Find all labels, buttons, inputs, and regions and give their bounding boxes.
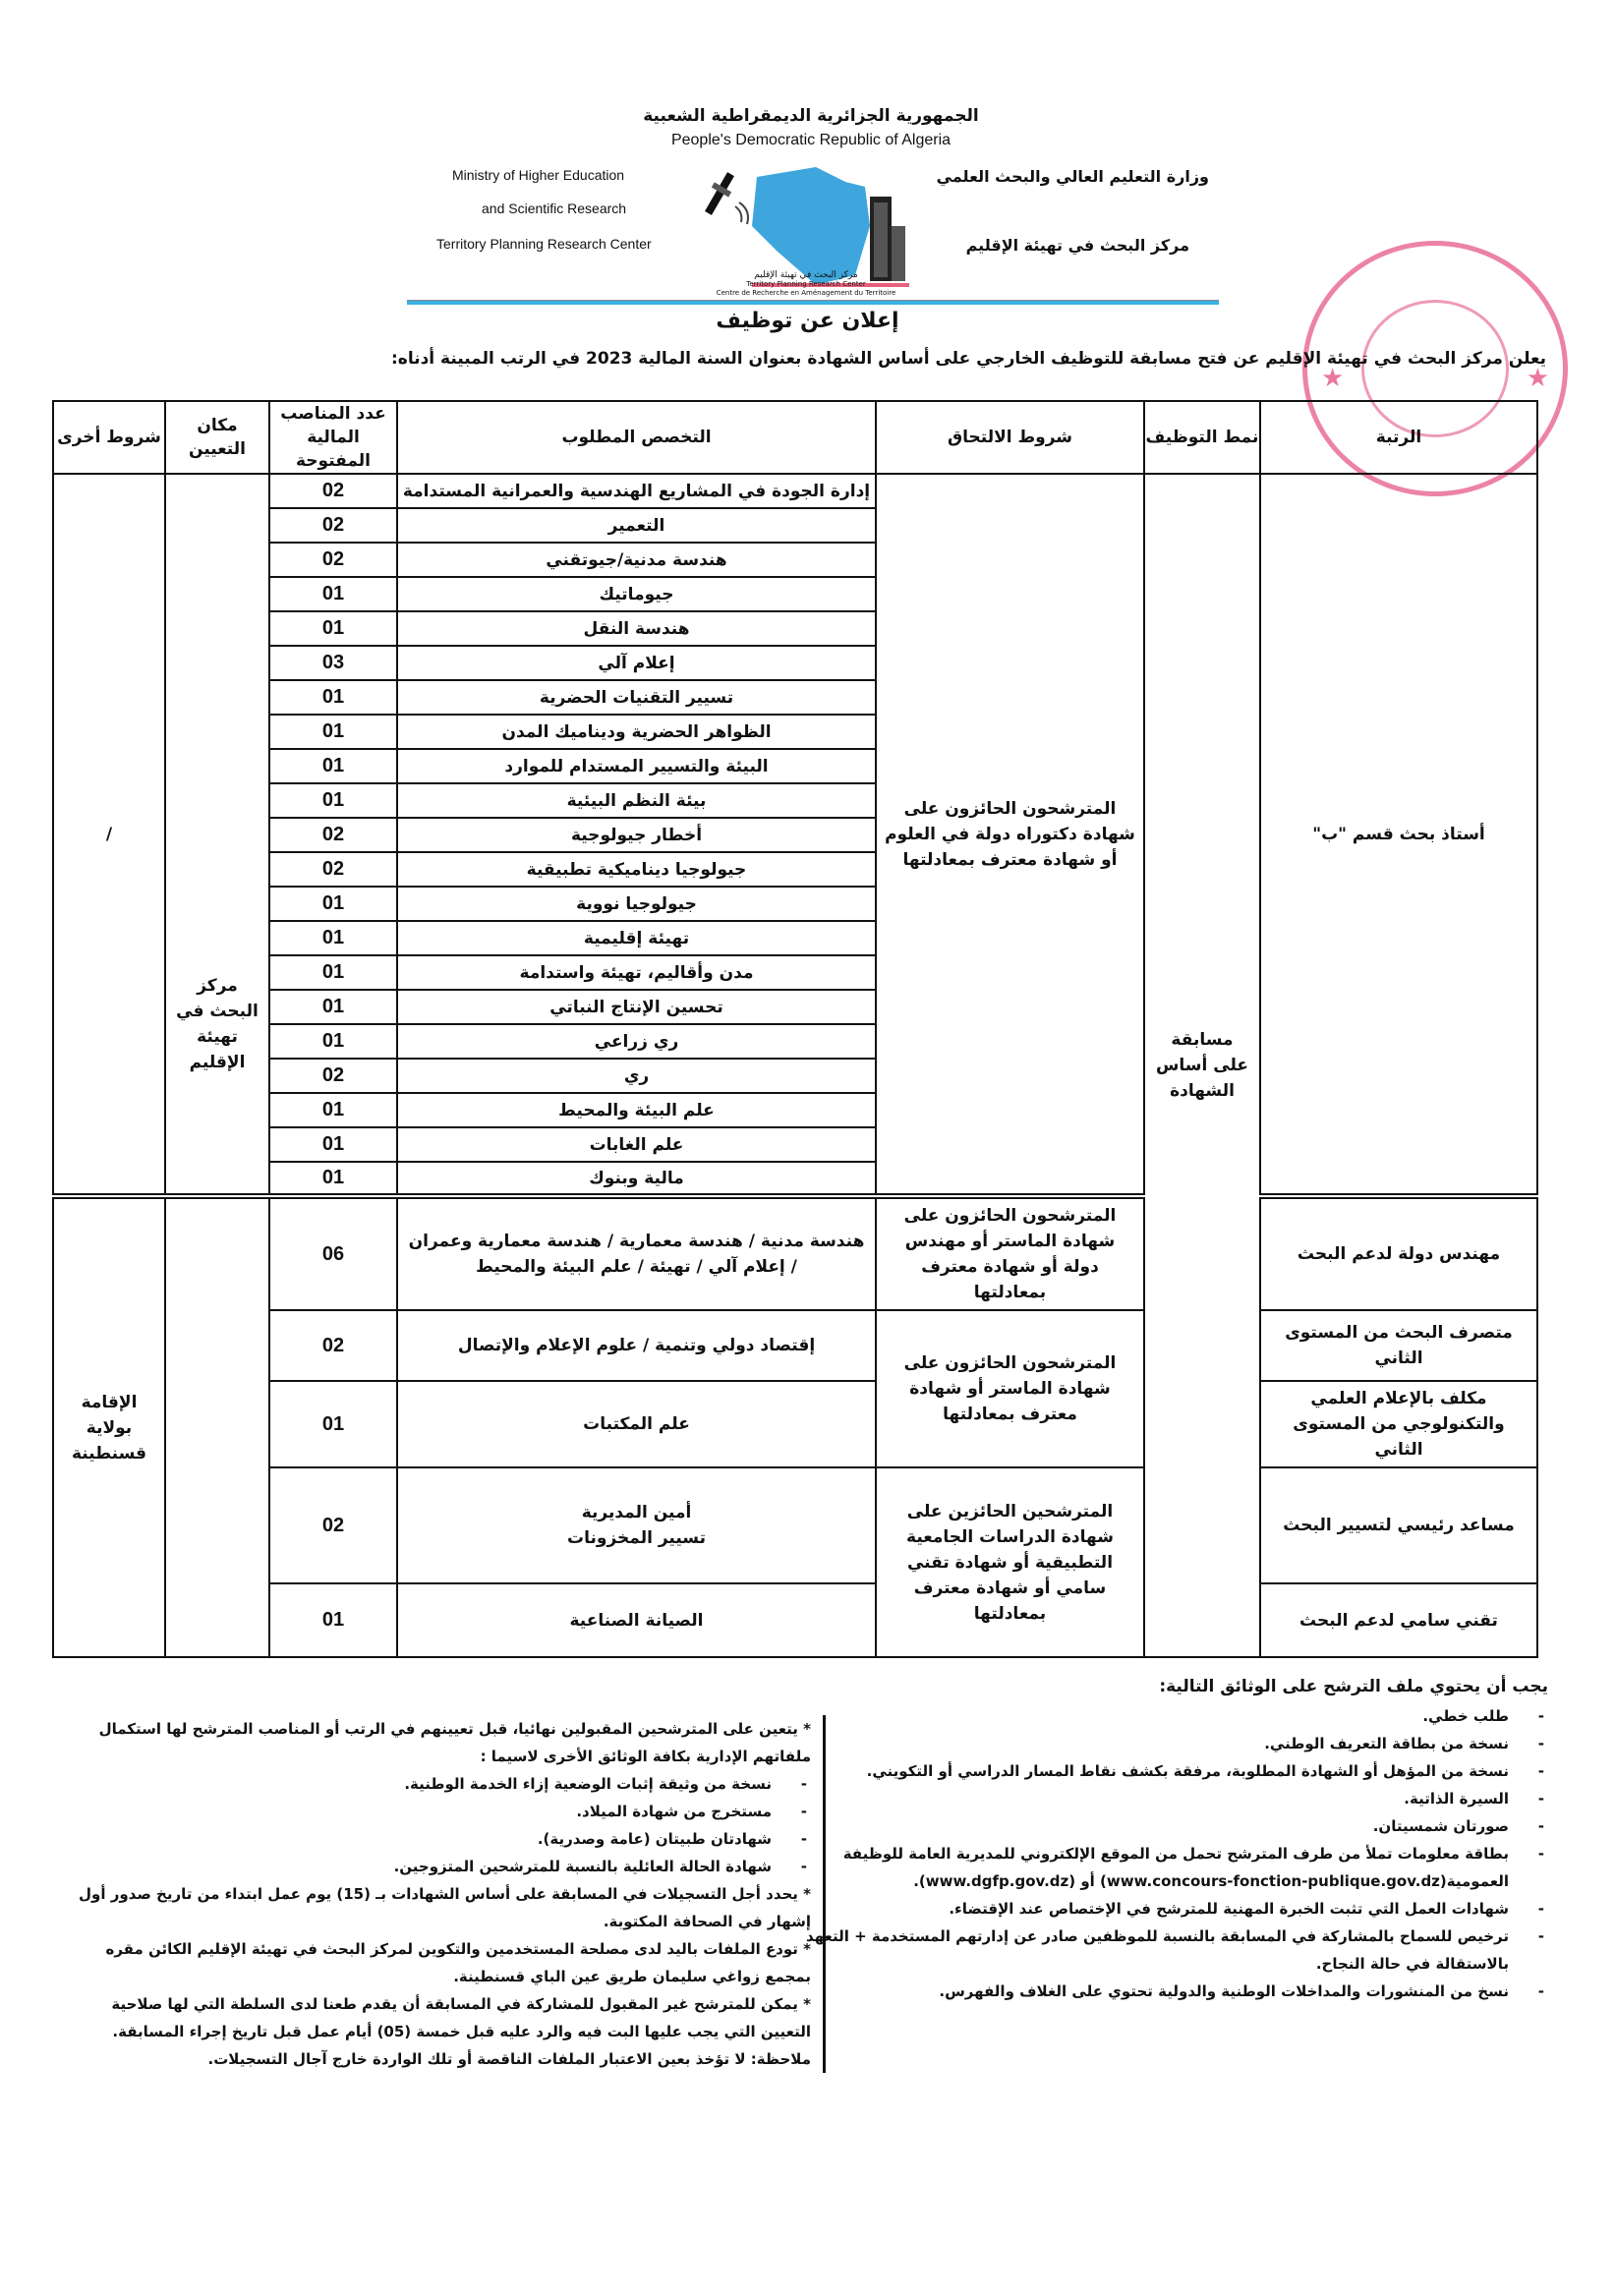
conditions-cell: المترشحون الحائزون على شهادة الماستر أو شهادة معترف بمعادلتها bbox=[876, 1310, 1144, 1467]
table-row bbox=[53, 1196, 1537, 1310]
header-positions: عدد المناصب المالية المفتوحة bbox=[269, 401, 397, 474]
deposit-info: * تودع الملفات باليد لدى مصلحة المستخدمين والتكوين لمركز البحث في تهيئة الإقليم الكائن مقره بمجمع زواغي سليمان طريق عين الباي قسنطينة. bbox=[105, 1940, 811, 1985]
table-row bbox=[53, 1467, 1537, 1583]
specialty-cell: هندسة مدنية/جيوتقني bbox=[397, 543, 876, 577]
required-documents bbox=[742, 1673, 1548, 2005]
document-item: - نسخ من المنشورات والمداخلات الوطنية والدولية تحتوي على الغلاف والفهرس. bbox=[742, 1978, 1548, 2005]
documents-list bbox=[742, 1702, 1548, 2005]
positions-cell: 03 bbox=[269, 646, 397, 680]
specialty-cell: أخطار جيولوجية bbox=[397, 818, 876, 852]
place-cell: مركز البحث في تهيئة الإقليم bbox=[165, 474, 269, 1196]
conditions-cell: المترشحين الحائزين على شهادة الدراسات الجامعية التطبيقية أو شهادة تقني سامي أو شهادة معترف بمعادلتها bbox=[876, 1467, 1144, 1657]
specialty-cell: جيولوجيا ديناميكية تطبيقية bbox=[397, 852, 876, 887]
document-item: - السيرة الذاتية. bbox=[742, 1785, 1548, 1812]
table-row bbox=[53, 1310, 1537, 1381]
header-place: مكان التعيين bbox=[165, 401, 269, 474]
specialty-cell: ري زراعي bbox=[397, 1024, 876, 1059]
specialty-cell: مالية وبنوك bbox=[397, 1162, 876, 1196]
rank-cell: متصرف البحث من المستوى الثاني bbox=[1260, 1310, 1537, 1381]
table-row bbox=[53, 1583, 1537, 1657]
republic-name-ar: الجمهورية الجزائرية الديمقراطية الشعبية bbox=[643, 106, 979, 126]
specialty-line: أمين المديرية bbox=[581, 1503, 692, 1522]
header-conditions: شروط الالتحاق bbox=[876, 401, 1144, 474]
star-icon: ★ bbox=[1321, 364, 1345, 393]
specialty-cell: إقتصاد دولي وتنمية / علوم الإعلام والإتصال bbox=[397, 1310, 876, 1381]
ministry-name-ar: وزارة التعليم العالي والبحث العلمي bbox=[936, 167, 1209, 186]
positions-cell: 02 bbox=[269, 852, 397, 887]
positions-cell: 01 bbox=[269, 955, 397, 990]
republic-name-en: People's Democratic Republic of Algeria bbox=[670, 132, 952, 148]
accepted-candidates-intro: * يتعين على المترشحين المقبولين نهائيا، قبل تعيينهم في الرتب أو المناصب المترشح لها استكمال ملفاتهم الإدارية بكافة الوثائق الأخرى لاسيما : bbox=[98, 1720, 811, 1765]
conditions-cell: المترشحون الحائزون على شهادة الماستر أو مهندس دولة أو شهادة معترف بمعادلتها bbox=[876, 1196, 1144, 1310]
place-cell bbox=[165, 1196, 269, 1657]
table-header-row bbox=[53, 401, 1537, 474]
specialty-line: تسيير المخزونات bbox=[567, 1528, 706, 1548]
positions-cell: 01 bbox=[269, 680, 397, 715]
specialty-cell: التعمير bbox=[397, 508, 876, 543]
algeria-map-icon bbox=[752, 167, 870, 285]
positions-cell: 01 bbox=[269, 783, 397, 818]
positions-cell: 01 bbox=[269, 715, 397, 749]
positions-cell: 01 bbox=[269, 611, 397, 646]
specialty-cell: البيئة والتسيير المستدام للموارد bbox=[397, 749, 876, 783]
accepted-document-item: - مستخرج من شهادة الميلاد. bbox=[79, 1798, 811, 1825]
header-specialty: التخصص المطلوب bbox=[397, 401, 876, 474]
specialty-cell: جيولوجيا نووية bbox=[397, 887, 876, 921]
positions-cell: 01 bbox=[269, 921, 397, 955]
satellite-icon bbox=[705, 172, 748, 224]
registration-deadline: * يحدد أجل التسجيلات في المسابقة على أساس الشهادات بـ (15) يوم عمل ابتداء من تاريخ صدور أول إشهار في الصحافة المكتوبة. bbox=[79, 1885, 811, 1930]
header-divider bbox=[407, 300, 1219, 305]
positions-cell: 06 bbox=[269, 1196, 397, 1310]
specialty-cell: تحسين الإنتاج النباتي bbox=[397, 990, 876, 1024]
letterhead bbox=[393, 98, 1229, 310]
document-item: - شهادات العمل التي تثبت الخبرة المهنية للمترشح في الإختصاص عند الإقتضاء. bbox=[742, 1895, 1548, 1923]
accepted-document-item: - شهادتان طبيتان (عامة وصدرية). bbox=[79, 1825, 811, 1853]
positions-cell: 01 bbox=[269, 887, 397, 921]
positions-cell: 02 bbox=[269, 474, 397, 508]
logo-caption bbox=[693, 271, 919, 298]
positions-cell: 01 bbox=[269, 1024, 397, 1059]
positions-cell: 01 bbox=[269, 1162, 397, 1196]
building-icon bbox=[870, 197, 905, 281]
specialty-cell: بيئة النظم البيئية bbox=[397, 783, 876, 818]
positions-table bbox=[52, 400, 1538, 1658]
announcement-intro: يعلن مركز البحث في تهيئة الإقليم عن فتح مسابقة للتوظيف الخارجي على أساس الشهادة بعنوان السنة المالية 2023 في الرتب المبينة أدناه: bbox=[390, 349, 1546, 369]
specialty-cell: إدارة الجودة في المشاريع الهندسية والعمرانية المستدامة bbox=[397, 474, 876, 508]
specialty-cell: تهيئة إقليمية bbox=[397, 921, 876, 955]
documents-heading: يجب أن يحتوي ملف الترشح على الوثائق التالية: bbox=[1159, 1677, 1548, 1696]
specialty-cell: مدن وأقاليم، تهيئة واستدامة bbox=[397, 955, 876, 990]
rank-cell: مهندس دولة لدعم البحث bbox=[1260, 1196, 1537, 1310]
positions-cell: 01 bbox=[269, 1093, 397, 1127]
announcement-title: إعلان عن توظيف bbox=[716, 309, 899, 333]
specialty-cell: الصيانة الصناعية bbox=[397, 1583, 876, 1657]
rank-cell: مكلف بالإعلام العلمي والتكنولوجي من المستوى الثاني bbox=[1260, 1381, 1537, 1467]
notes-section bbox=[79, 1715, 826, 2073]
positions-cell: 02 bbox=[269, 508, 397, 543]
document-item: - طلب خطي. bbox=[742, 1702, 1548, 1730]
rank-cell: أستاذ بحث قسم "ب" bbox=[1260, 474, 1537, 1196]
ministry-name-en-line1: Ministry of Higher Education bbox=[452, 167, 625, 183]
remark: ملاحظة: لا تؤخذ بعين الاعتبار الملفات الناقصة أو تلك الواردة خارج آجال التسجيلات. bbox=[207, 2050, 811, 2068]
specialty-cell: إعلام آلي bbox=[397, 646, 876, 680]
star-icon: ★ bbox=[1526, 364, 1549, 393]
positions-cell: 02 bbox=[269, 1467, 397, 1583]
specialty-cell: هندسة النقل bbox=[397, 611, 876, 646]
specialty-cell bbox=[397, 1467, 876, 1583]
logo-caption-fr: Centre de Recherche en Aménagement du Territoire bbox=[716, 289, 896, 297]
accepted-document-item: - شهادة الحالة العائلية بالنسبة للمترشحين المتزوجين. bbox=[79, 1853, 811, 1880]
conditions-cell: المترشحون الحائزون على شهادة دكتوراه دولة في العلوم أو شهادة معترف بمعادلتها bbox=[876, 474, 1144, 1196]
positions-cell: 02 bbox=[269, 818, 397, 852]
other-conditions-cell: / bbox=[53, 474, 165, 1196]
positions-cell: 02 bbox=[269, 1310, 397, 1381]
logo-caption-ar: مركز البحث في تهيئة الإقليم bbox=[754, 270, 858, 280]
logo-caption-en: Territory Planning Research Center bbox=[746, 280, 866, 288]
appeal-info: * يمكن للمترشح غير المقبول للمشاركة في المسابقة أن يقدم طعنا لدى السلطة التي لها صلاحية التعيين التي يجب عليها البت فيه والرد عليه قبل خمسة (05) أيام عمل قبل تاريخ إجراء المسابقة. bbox=[111, 1995, 811, 2040]
accepted-documents-list bbox=[79, 1770, 811, 1880]
accepted-document-item: - نسخة من وثيقة إثبات الوضعية إزاء الخدمة الوطنية. bbox=[79, 1770, 811, 1798]
specialty-cell: هندسة مدنية / هندسة معمارية / هندسة معمارية وعمران / إعلام آلي / تهيئة / علم البيئة والمحيط bbox=[397, 1196, 876, 1310]
positions-cell: 01 bbox=[269, 749, 397, 783]
specialty-cell: تسيير التقنيات الحضرية bbox=[397, 680, 876, 715]
positions-cell: 01 bbox=[269, 577, 397, 611]
positions-cell: 02 bbox=[269, 1059, 397, 1093]
other-conditions-cell: الإقامة بولاية قسنطينة bbox=[53, 1196, 165, 1657]
document-item: - بطاقة معلومات تملأ من طرف المترشح تحمل من الموقع الإلكتروني للمديرية العامة للوظيفة العمومية(www.concours-fonction-publique.gov.dz) أو (www.dgfp.gov.dz). bbox=[742, 1840, 1548, 1895]
specialty-cell: ري bbox=[397, 1059, 876, 1093]
positions-cell: 01 bbox=[269, 1127, 397, 1162]
document-item: - نسخة من بطاقة التعريف الوطني. bbox=[742, 1730, 1548, 1757]
header-mode: نمط التوظيف bbox=[1144, 401, 1260, 474]
header-rank: الرتبة bbox=[1260, 401, 1537, 474]
document-item: - ترخيص للسماح بالمشاركة في المسابقة بالنسبة للموظفين صادر عن إدارتهم المستخدمة + التعهد بالاستقالة في حالة النجاح. bbox=[742, 1923, 1548, 1978]
positions-cell: 02 bbox=[269, 543, 397, 577]
ministry-name-en-line2: and Scientific Research bbox=[482, 201, 627, 216]
rank-cell: مساعد رئيسي لتسيير البحث bbox=[1260, 1467, 1537, 1583]
center-name-ar: مركز البحث في تهيئة الإقليم bbox=[965, 236, 1189, 255]
specialty-cell: علم المكتبات bbox=[397, 1381, 876, 1467]
specialty-cell: جيوماتيك bbox=[397, 577, 876, 611]
recruitment-mode-cell: مسابقة على أساس الشهادة bbox=[1144, 474, 1260, 1657]
positions-cell: 01 bbox=[269, 1583, 397, 1657]
specialty-cell: علم الغابات bbox=[397, 1127, 876, 1162]
positions-cell: 01 bbox=[269, 1381, 397, 1467]
document-item: - نسخة من المؤهل أو الشهادة المطلوبة، مرفقة بكشف نقاط المسار الدراسي أو التكويني. bbox=[742, 1757, 1548, 1785]
center-name-en: Territory Planning Research Center bbox=[436, 236, 652, 252]
header-other-conditions: شروط أخرى bbox=[53, 401, 165, 474]
rank-cell: تقني سامي لدعم البحث bbox=[1260, 1583, 1537, 1657]
positions-cell: 01 bbox=[269, 990, 397, 1024]
table-row bbox=[53, 474, 1537, 508]
document-item: - صورتان شمسيتان. bbox=[742, 1812, 1548, 1840]
specialty-cell: علم البيئة والمحيط bbox=[397, 1093, 876, 1127]
specialty-cell: الظواهر الحضرية وديناميك المدن bbox=[397, 715, 876, 749]
table-row bbox=[53, 1381, 1537, 1467]
